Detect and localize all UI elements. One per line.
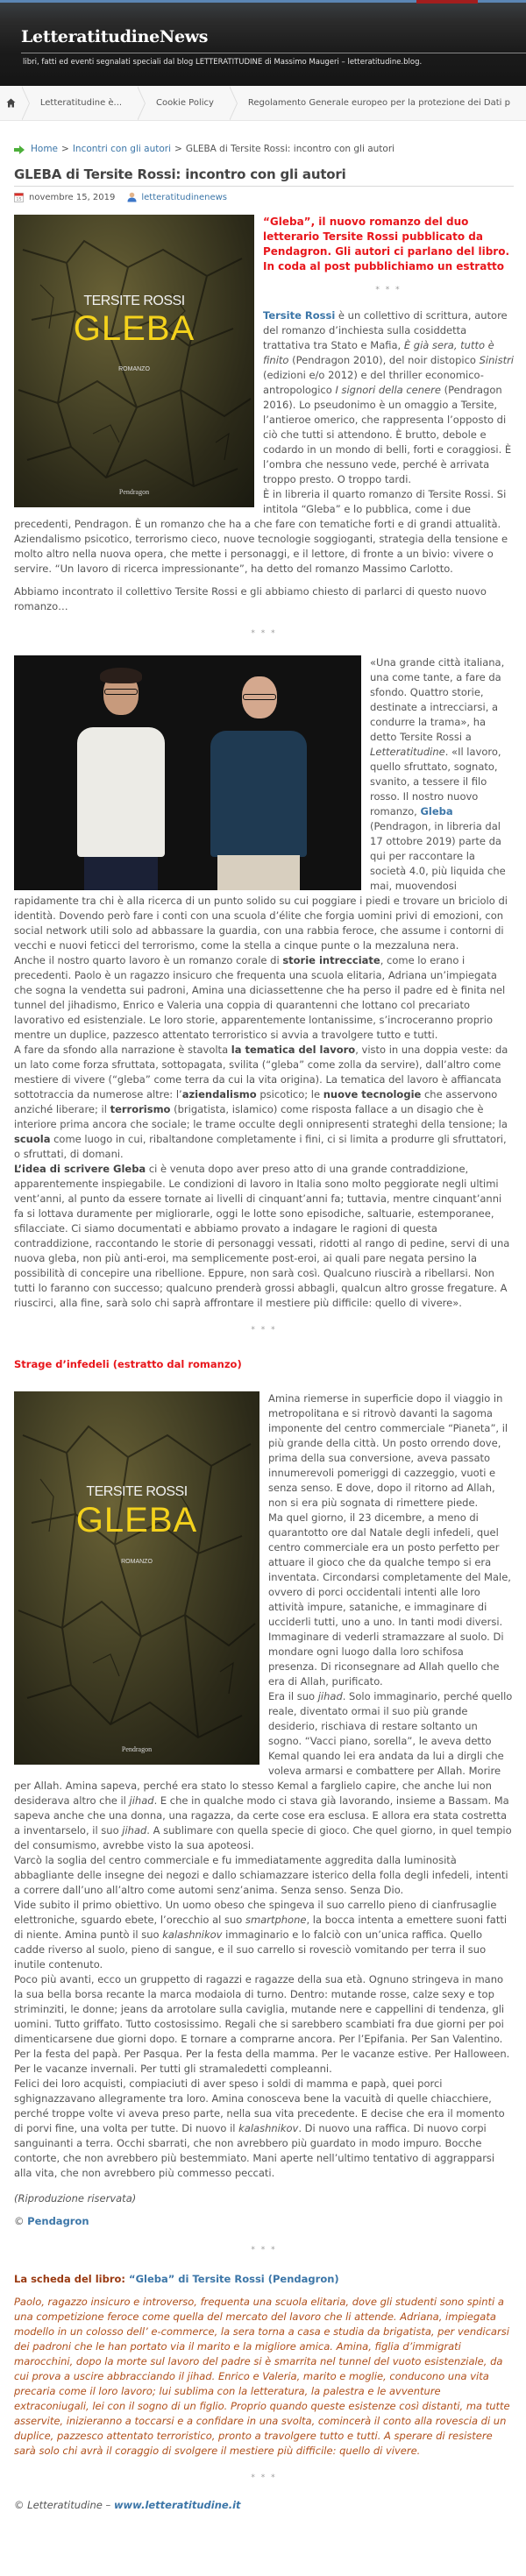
footer-copyright bbox=[14, 2498, 514, 2539]
book-title: Sinistri bbox=[479, 354, 514, 366]
excerpt-paragraph-5 bbox=[14, 1898, 514, 1972]
interview-text: «Una grande città italiana, una come tante, a fare da sfondo. Quattro storie, destinate a intrecciarsi, a condurre la trama», ha detto Tersite Rossi a bbox=[370, 656, 505, 743]
publisher-link[interactable]: Pendagron bbox=[27, 2215, 89, 2227]
separator-stars: * * * bbox=[375, 286, 402, 294]
nav-item-gdpr[interactable]: Regolamento Generale europeo per la protezione dei Dati p bbox=[247, 98, 510, 108]
separator-stars: * * * bbox=[251, 629, 277, 638]
breadcrumb-category-link[interactable]: Incontri con gli autori bbox=[72, 144, 172, 154]
post-lead: “Gleba”, il nuovo romanzo del duo letterario Tersite Rossi pubblicato da Pendagron. Gli autori ci parlano del libro. In coda al post pubblichiamo un estratto bbox=[263, 216, 510, 272]
interview-italic: Letteratitudine bbox=[370, 746, 445, 758]
excerpt-title: Strage d’infedeli (estratto dal romanzo) bbox=[14, 1358, 242, 1370]
interview-text: Anche il nostro quarto lavoro è un romanzo corale di bbox=[14, 954, 283, 966]
interview-paragraph-4 bbox=[14, 1162, 514, 1311]
excerpt-italic: jihad bbox=[317, 1690, 343, 1702]
intro-text: è un collettivo di scrittura, autore del romanzo d’inchiesta sulla cosiddetta trattativa tra Stato e Mafia, bbox=[263, 309, 508, 351]
excerpt-italic: kalashnikov bbox=[238, 2122, 299, 2134]
interview-bold: scuola bbox=[14, 1133, 51, 1145]
publisher-copyright bbox=[14, 2214, 514, 2229]
book-title: È già sera, tutto è finito bbox=[263, 339, 494, 366]
book-cover-image bbox=[14, 215, 254, 507]
excerpt-paragraph-1: Amina riemerse in superficie dopo il viaggio in metropolitana e si ritrovò davanti la sagoma imponente del centro commerciale “Pianeta”, il più grande della città. Un posto orrendo dove, prima della sua conversione, aveva passato innumerevoli pomeriggi di cazzeggio, vuoti e senza senso. E dove, dopo il ritorno ad Allah, non si era più sognata di rimettere piede. bbox=[268, 1392, 508, 1509]
nav-separator bbox=[230, 86, 236, 120]
nav-item-cookie-policy[interactable]: Cookie Policy bbox=[156, 98, 214, 108]
cover-subtitle: ROMANZO bbox=[118, 366, 150, 372]
author-left-figure bbox=[77, 664, 165, 890]
post-meta bbox=[14, 190, 514, 204]
excerpt-italic: kalashnikov bbox=[162, 1928, 223, 1941]
interview-text: . «Il lavoro, quello sfruttato, sognato, svanito, a tessere il filo rosso. Il nostro nuovo romanzo, bbox=[370, 746, 501, 817]
excerpt-paragraph-7 bbox=[14, 2077, 514, 2181]
book-sheet-link[interactable]: “Gleba” di Tersite Rossi (Pendagron) bbox=[129, 2273, 339, 2285]
cover-author: TERSITE ROSSI bbox=[86, 1484, 188, 1499]
excerpt-text: . Solo immaginario, perché quello reale, diventato ormai il suo più grande desiderio, rischiava di restare soltanto un sogno. “Vacci piano, sorella”, le aveva detto Kemal quando lei era andata da lui a dirgli che voleva armarsi e combattere per Allah. Morire per Allah. Amina sapeva, perché era stato lo stesso Kemal a farglielo capire, che anche lui non desiderava altro che il bbox=[14, 1690, 513, 1807]
post-author-link[interactable]: letteratitudinenews bbox=[141, 192, 227, 202]
excerpt-italic: jihad bbox=[122, 1824, 147, 1836]
interview-text: come luogo in cui, ribaltandone completamente i fini, ci si limita a produrre gli sfruttatori, o sfruttati, di domani. bbox=[14, 1133, 507, 1160]
nav-item-letteratitudine[interactable]: Letteratitudine è... bbox=[39, 98, 123, 108]
cover-title: GLEBA bbox=[75, 1501, 198, 1539]
excerpt-paragraph-4: Varcò la soglia del centro commerciale e fu immediatamente aggredita dalla luminosità abbagliante delle insegne dei negozi e dallo schiamazzare isterico della folla degli infedeli, intenti a correre dall’uno all’altro come automi senz’anima. Senza senso. Senza Dio. bbox=[14, 1854, 508, 1896]
cover-subtitle: ROMANZO bbox=[121, 1559, 153, 1565]
home-icon bbox=[6, 98, 16, 108]
book-sheet-synopsis: Paolo, ragazzo insicuro e introverso, frequenta una scuola elitaria, dove gli studenti sono spinti a una competizione feroce come quella del mercato del lavoro che li attende. Adriana, impiegata modello in un colosso dell’ e-commerce, la sera torna a casa e studia da brigatista, per vendicarsi dei padroni che le han portato via il marito e la migliore amica. Amina, figlia d’immigrati marocchini, dopo la morte sul lavoro del padre si è smarrita nel tunnel del vuoto esistenziale, da cui prova a uscire abbracciando il jihad. Enrico e Valeria, marito e moglie, conducono una vita precaria come il loro lavoro; lui sublima con la letteratura, la palestra e le avventure extraconiugali, lei con il sogno di un figlio. Proprio quando queste esistenze così distanti, ma tutte asservite, inizieranno a toccarsi e a confidare in una svolta, comincerà il conto alla rovescia di un duplice, pazzesco attentato terroristico, pronto a travolgere tutto e tutti. A sperare di resistere sarà solo chi avrà il coraggio di svolgere il mestiere più difficile: quello di vivere. bbox=[14, 2296, 510, 2457]
interview-text: psicotico; le bbox=[256, 1088, 323, 1100]
cover-publisher: Pendragon bbox=[118, 488, 150, 496]
authors-photo bbox=[14, 655, 361, 890]
user-icon bbox=[127, 192, 137, 202]
post-title: GLEBA di Tersite Rossi: incontro con gli autori bbox=[14, 167, 514, 187]
interview-text: (Pendragon, in libreria dal 17 ottobre 2019) parte da qui per raccontare la società 4.0, più liquida che mai, muovendosi rapidamente tra chi è alla ricerca di un punto solido su cui poggiare i piedi e trovare un briciolo di identità. Dovendo però fare i conti con una scuola d’élite che forgia uomini privi di emozioni, con social network utili solo ad abbassare la guardia, con una rabbia feroce, che assume i contorni di vecchi e nuovi feticci del terrorismo, come la stella a cinque punte o la mezzaluna nera. bbox=[14, 820, 508, 952]
nav-separator bbox=[138, 86, 144, 120]
separator-stars: * * * bbox=[251, 2246, 277, 2254]
site-header bbox=[0, 0, 526, 86]
calendar-icon bbox=[14, 192, 24, 202]
interview-text: A fare da sfondo alla narrazione è stavolta bbox=[14, 1044, 231, 1056]
cracked-earth-texture bbox=[14, 1391, 259, 1765]
book-sheet-title bbox=[14, 2272, 514, 2287]
intro-text: (Pendragon 2010), del noir distopico bbox=[288, 354, 480, 366]
excerpt-text: . E che in qualche modo ci stava già lavorando, insieme a Bassam. Ma sapeva anche che una donna, una ragazza, da certe cose era esclusa. E allora era stata costretta a inventarselo, il suo bbox=[14, 1794, 509, 1836]
excerpt-paragraph-6: Poco più avanti, ecco un gruppetto di ragazzi e ragazze della sua età. Ognuno stringeva in mano la sua bella borsa recante la marca modaiola di turno. Dentro: mutande rosse, calze sexy e top striminziti, le donne; jeans da arrotolare sulla caviglia, mutande nere e cappellini di tendenza, gli uomini. Tutto griffato. Tutto costosissimo. Regali che si sarebbero scambiati fra due giorni per poi dimenticarsene due giorni dopo. E tornare a comprarne ancora. Per l’Epifania. Per San Valentino. Per la festa del papà. Per Pasqua. Per la festa della mamma. Per le vacanze estive. Per Halloween. Per le vacanze invernali. Per tutti gli stramaledetti compleanni. bbox=[14, 1973, 510, 2075]
excerpt-text: Era il suo bbox=[268, 1690, 318, 1702]
breadcrumb-current: GLEBA di Tersite Rossi: incontro con gli autori bbox=[185, 144, 395, 154]
site-tagline: libri, fatti ed eventi segnalati speciali dal blog LETTERATITUDINE di Massimo Maugeri – letteratitudine.blog. bbox=[23, 58, 423, 67]
cover-title: GLEBA bbox=[73, 309, 195, 348]
post-date: novembre 15, 2019 bbox=[29, 192, 116, 202]
interview-text: ci è venuta dopo aver preso atto di una grande contraddizione, apparentemente inspiegabile. Le condizioni di lavoro in Italia sono molto peggiorate negli ultimi vent’anni, al punto da essere tornate ai livelli di cinquant’anni fa; tuttavia, mentre cinquant’anni fa si lottava duramente per migliorarle, oggi le lotte sono episodiche, saltuarie, estemporanee, sfilacciate. Ci siamo documentati e abbiamo provato a indagare le ragioni di questa contraddizione, raccontando le storie di personaggi vessati, ridotti al rango di pedine, servi di una nuova gleba, non più anti-eroi, ma semplicemente post-eroi, ai quali pare negata persino la possibilità di concepire una ribellione. Eppure, non sarà così. Qualcuno riuscirà a ribellarsi. Non tutti lo faranno con successo; qualcuno prenderà grossi abbagli, qualcun altro grosse fregature. A riuscirci, alla fine, sarà solo chi saprà affrontare il mestiere più difficile: quello di vivere». bbox=[14, 1163, 510, 1309]
book-sheet-label: La scheda del libro: bbox=[14, 2273, 130, 2285]
excerpt-text: . Di nuovo una raffica. Di nuovo corpi sanguinanti a terra. Occhi sbarrati, che non avrebbero più guardato in modo impuro. Bocche contorte, che non avrebbero più bestemmiato. Mani aperte nell’ultimo tentativo di aggrapparsi alla vita, che non avrebbero più commesso peccati. bbox=[14, 2122, 495, 2179]
intro-paragraph-2: È in libreria il quarto romanzo di Tersite Rossi. Si intitola “Gleba” e lo pubblica, come i due precedenti, Pendragon. È un romanzo che ha a che fare con tematiche forti e di grandi attualità. Aziendalismo psicotico, terrorismo cieco, nuove tecnologie soggioganti, strategia della tensione e molto altro nella nuova opera, che mette i personaggi, e il lettore, di fronte a un bivio: vivere o servire. “Un lavoro di ricerca impressionante”, ha detto del romanzo Massimo Carlotto. bbox=[14, 488, 508, 575]
site-title[interactable]: LetteratitudineNews bbox=[21, 27, 209, 46]
interview-text: , visto in una doppia veste: da un lato come forza sfruttata, sottopagata, svilita (“gleba” come zolla da servire), dall’altro come mestiere di vivere (“gleba” come terra da cui la vita origina). La tematica del lavoro è affiancata sottotraccia da numerose altre: l’ bbox=[14, 1044, 508, 1100]
interview-bold: L’idea di scrivere Gleba bbox=[14, 1163, 146, 1175]
interview-bold: terrorismo bbox=[110, 1103, 171, 1115]
intro-text: (edizioni e/o 2012) e del thriller economico-antropologico bbox=[263, 369, 484, 396]
interview-paragraph-2 bbox=[14, 953, 514, 1043]
interview-bold: storie intrecciate bbox=[282, 954, 380, 966]
intro-paragraph-3: Abbiamo incontrato il collettivo Tersite Rossi e gli abbiamo chiesto di parlarci di questo nuovo romanzo… bbox=[14, 585, 487, 612]
svg-text:15: 15 bbox=[16, 197, 22, 202]
copyright-symbol: © bbox=[14, 2215, 28, 2227]
interview-bold: nuove tecnologie bbox=[323, 1088, 422, 1100]
header-promo-strip bbox=[416, 0, 478, 4]
cover-publisher: Pendragon bbox=[121, 1745, 153, 1753]
book-cover-image-2 bbox=[14, 1391, 259, 1765]
interview-bold: aziendalismo bbox=[181, 1088, 257, 1100]
intro-text: (Pendragon 2016). Lo pseudonimo è un omaggio a Tersite, l’antieroe omerico, che rappresenta l’opposto di ciò che tutti si attendono. È brutto, debole e codardo in un mondo di belli, forti e coraggiosi. È l’ombra che nessuno vede, perché è arrivata troppo presto. O troppo tardi. bbox=[263, 384, 512, 485]
separator-stars: * * * bbox=[251, 1326, 277, 1334]
excerpt-italic: jihad bbox=[129, 1794, 154, 1807]
arrow-right-icon bbox=[14, 145, 25, 154]
excerpt-italic: smartphone bbox=[245, 1914, 307, 1926]
breadcrumb-home-link[interactable]: Home bbox=[31, 144, 59, 154]
footer-site-link[interactable]: www.letteratitudine.it bbox=[113, 2499, 241, 2511]
excerpt-text: . A sublimare con quella specie di gioco. Che quel giorno, in quel tempio del consumismo, avrebbe visto la sua apoteosi. bbox=[14, 1824, 512, 1851]
breadcrumb bbox=[14, 142, 514, 157]
tersite-rossi-link[interactable]: Tersite Rossi bbox=[263, 309, 336, 322]
excerpt-text: Felici dei loro acquisti, compiaciuti di aver speso i soldi di mamma e papà, quei porci sghignazzavano allegramente tra loro. Amina conosceva bene la vacuità di quelle chiacchiere, perché troppe volte vi aveva preso parte, nella sua vita precedente. E decise che era il momento di porvi fine, una volta per tutte. Di nuovo il bbox=[14, 2077, 505, 2134]
author-right-figure bbox=[210, 664, 307, 890]
excerpt-text: , la bocca intenta a emettere suoni fatti di niente. Amina puntò il suo bbox=[14, 1914, 508, 1941]
interview-text: , come lo erano i precedenti. Paolo è un ragazzo insicuro che frequenta una scuola elitaria, Adriana un’impiegata che sogna la vendetta sui padroni, Amina una diciassettenne che ha perso il padre ed è finita nel tunnel del jihadismo, Enrico e Valeria una coppia di quarantenni che lottano col precariato lavorativo ed esistenziale. Le loro storie, apparentemente lontanissime, s’incroceranno proprio mentre un duplice, pazzesco attentato terroristico si avvia a travolgere tutto e tutti. bbox=[14, 954, 506, 1041]
top-navigation bbox=[0, 86, 526, 121]
interview-text: (brigatista, islamico) come risposta fallace a un disagio che è interiore prima ancora che sociale; le trame occulte degli onnipresenti strateghi della tensione; la bbox=[14, 1103, 508, 1130]
cover-author: TERSITE ROSSI bbox=[83, 294, 185, 308]
interview-paragraph-3 bbox=[14, 1043, 514, 1162]
interview-bold: la tematica del lavoro bbox=[231, 1044, 356, 1056]
footer-copyright-text: © Letteratitudine – bbox=[14, 2499, 114, 2511]
excerpt-text: Vide subito il primo obiettivo. Un uomo obeso che spingeva il suo carrello pieno di cianfrusaglie elettroniche, sguardo ebete, l’orecchio al suo bbox=[14, 1899, 497, 1926]
nav-separator bbox=[22, 86, 28, 120]
gleba-link[interactable]: Gleba bbox=[420, 805, 453, 817]
reproduction-notice: (Riproduzione riservata) bbox=[14, 2192, 137, 2204]
interview-text: che asservono anziché liberare; il bbox=[14, 1088, 498, 1115]
excerpt-text: immaginario e lo falciò con un’unica raffica. Quello cadde riverso al suolo, pieno di sangue, e il suo carrello si rovesciò vomitando per terra il suo inutile contenuto. bbox=[14, 1928, 487, 1971]
breadcrumb-separator: > bbox=[61, 144, 69, 154]
separator-stars: * * * bbox=[251, 2473, 277, 2482]
book-title: I signori della cenere bbox=[335, 384, 441, 396]
breadcrumb-separator: > bbox=[174, 144, 182, 154]
nav-home-button[interactable] bbox=[0, 86, 22, 120]
cracked-earth-texture bbox=[14, 215, 254, 507]
excerpt-paragraph-2: Ma quel giorno, il 23 dicembre, a meno di quarantotto ore dal Natale degli infedeli, quel centro commerciale era un posto perfetto per attuare il gioco che da qualche tempo si era inventata. Circondarsi completamente del Male, ovvero di porci occidentali intenti alle loro attività impure, sataniche, e immaginare di ucciderli tutti, uno a uno. In tanti modi diversi. Immaginare di vederli stramazzare al suolo. Di mondare ogni luogo dalla loro schifosa presenza. Di riconsegnare ad Allah quello che era di Allah, purificato. bbox=[268, 1511, 511, 1688]
post-content bbox=[0, 142, 526, 2539]
